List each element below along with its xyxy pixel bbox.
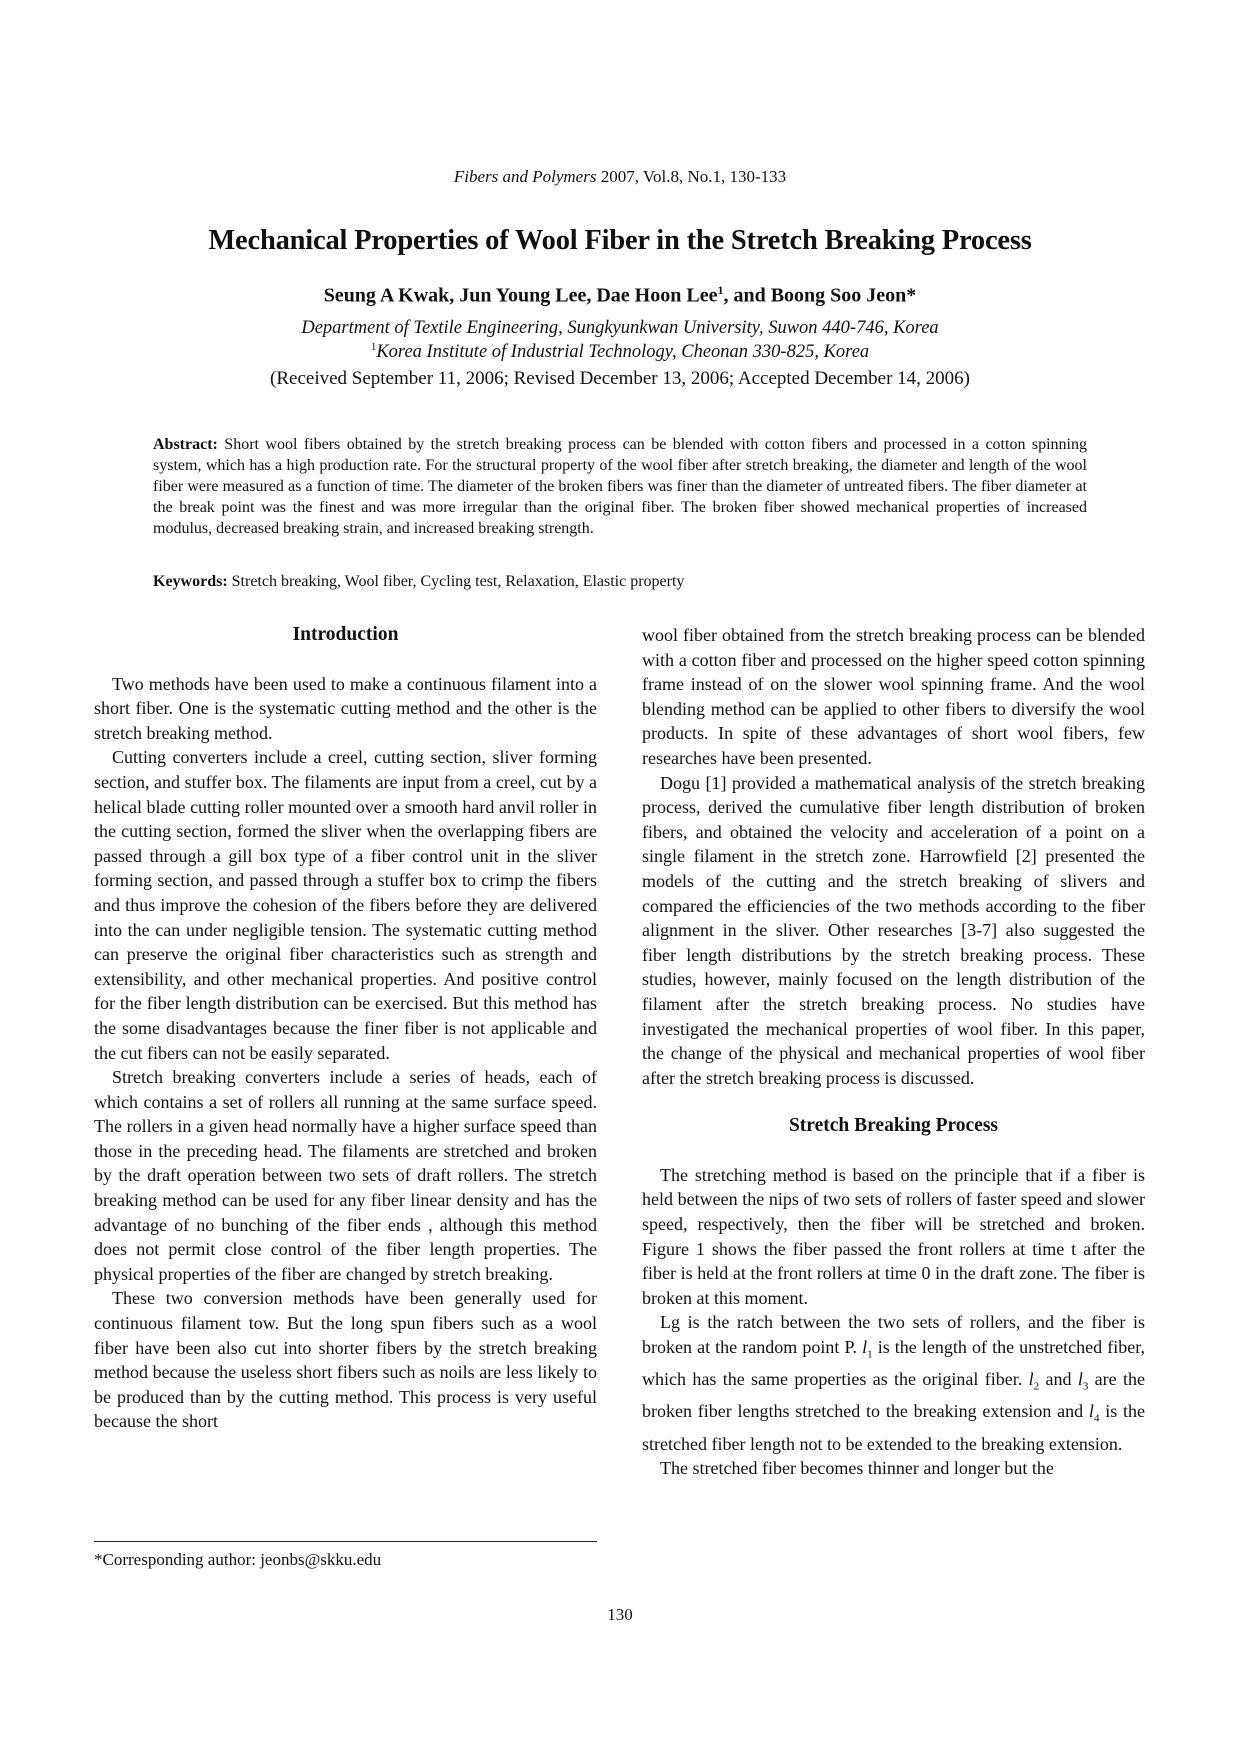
journal-citation (0, 167, 1240, 187)
text-run: are the broken fiber lengths stretched to the breaking extension and (642, 1369, 1146, 1422)
text-run: and (1039, 1369, 1078, 1390)
keywords (153, 571, 1087, 592)
section-heading-stretch-breaking: Stretch Breaking Process (788, 1115, 999, 1137)
page-number: 130 (607, 1605, 633, 1624)
text-run: is the stretched fiber length not to be extended to the breaking extension. (642, 1401, 1145, 1454)
affiliation-secondary-text: Korea Institute of Industrial Technology, Cheonan 330-825, Korea (376, 342, 870, 363)
paragraph: The stretched fiber becomes thinner and longer but the (660, 1458, 1054, 1479)
keywords-text: Stretch breaking, Wool fiber, Cycling test, Relaxation, Elastic property (227, 573, 685, 590)
paragraph: The stretching method is based on the principle that if a fiber is held between the nips of two sets of rollers of faster speed and slower speed, respectively, then the fiber will be stretched and broken. Figure 1 shows the fiber passed the front rollers at time t after the fiber is held at the front rollers at time 0 in the draft zone. The fiber is broken at this moment. (642, 1164, 1145, 1308)
abstract-label: Abstract: (153, 436, 218, 453)
right-column (642, 623, 1145, 1481)
symbol-l: l (1028, 1369, 1034, 1390)
paragraph: wool fiber obtained from the stretch breaking process can be blended with a cotton fiber and processed on the higher speed cotton spinning frame instead of on the slower wool spinning frame. And the wool blending method can be applied to other fibers to diversify the wool products. In spite of these advantages of short wool fibers, few researches have been presented. (642, 625, 1145, 768)
journal-name: Fibers and Polymers (453, 167, 597, 186)
received-dates: (Received September 11, 2006; Revised December 13, 2006; Accepted December 14, 2006) (270, 368, 970, 389)
paragraph-lg (642, 1310, 1145, 1456)
symbol-l: l (1088, 1401, 1094, 1422)
authors-part-2: , and Boong Soo Jeon* (723, 284, 917, 307)
affiliation-secondary (0, 341, 1240, 363)
symbol-l: l (862, 1337, 868, 1358)
abstract-text: Short wool fibers obtained by the stretch breaking process can be blended with cotton fibers and processed in a cotton spinning system, which has a high production rate. For the structural property of the wool fiber after stretch breaking, the diameter and length of the wool fiber were measured as a function of time. The diameter of the broken fibers was finer than the diameter of untreated fibers. The fiber diameter at the break point was the finest and was more irregular than the original fiber. The broken fiber showed mechanical properties of increased modulus, decreased breaking strain, and increased breaking strength. (153, 436, 1087, 537)
symbol-l: l (1077, 1369, 1083, 1390)
journal-details: 2007, Vol.8, No.1, 130-133 (596, 167, 787, 186)
affiliation-primary: Department of Textile Engineering, Sungkyunkwan University, Suwon 440-746, Korea (301, 318, 939, 338)
footnote-rule (94, 1541, 597, 1542)
subscript: 4 (1093, 1413, 1100, 1425)
text-run: Lg is the ratch between the two sets of rollers, and the fiber is broken at the random point P. (642, 1312, 1145, 1358)
text-run: is the length of the unstretched fiber, which has the same properties as the original fiber. (642, 1337, 1145, 1390)
paragraph: Cutting converters include a creel, cutting section, sliver forming section, and stuffer box. The filaments are input from a creel, cut by a helical blade cutting roller mounted over a smooth hard anvil roller in the cutting section, formed the sliver when the overlapping fibers are passed through a gill box type of a fiber control unit in the sliver forming section, and passed through a stuffer box to crimp the fibers and thus improve the cohesion of the fibers before they are delivered into the can under negligible tension. The systematic cutting method can preserve the original fiber characteristics such as strength and extensibility, and other mechanical properties. And positive control for the fiber length distribution can be exercised. But this method has the some disadvantages because the finer fiber is not applicable and the cut fibers can not be easily separated. (94, 747, 597, 1063)
paragraph: These two conversion methods have been generally used for continuous filament tow. But the long spun fibers such as a wool fiber have been also cut into shorter fibers by the stretch breaking method because the useless short fibers such as noils are less likely to be produced than by the cutting method. This process is very useful because the short (94, 1288, 597, 1432)
paper-title: Mechanical Properties of Wool Fiber in the Stretch Breaking Process (208, 225, 1032, 256)
subscript: 2 (1033, 1380, 1040, 1393)
paragraph: Dogu [1] provided a mathematical analysis of the stretch breaking process, derived the cumulative fiber length distribution of broken fibers, and obtained the velocity and acceleration of a point on a single filament in the stretch zone. Harrowfield [2] presented the models of the cutting and the stretch breaking of slivers and compared the efficiencies of the two methods according to the fiber alignment in the sliver. Other researches [3-7] also suggested the fiber length distributions by the stretch breaking process. These studies, however, mainly focused on the length distribution of the filament after the stretch breaking process. No studies have investigated the mechanical properties of wool fiber. In this paper, the change of the physical and mechanical properties of wool fiber after the stretch breaking process is discussed. (642, 772, 1145, 1088)
paragraph: Two methods have been used to make a continuous filament into a short fiber. One is the systematic cutting method and the other is the stretch breaking method. (94, 673, 597, 743)
left-column (94, 623, 597, 1434)
authors-part-1: Seung A Kwak, Jun Young Lee, Dae Hoon Lee (323, 284, 718, 307)
affiliation-mark: 1 (370, 341, 377, 353)
author-list (0, 283, 1240, 308)
author-affiliation-mark: 1 (717, 283, 724, 297)
corresponding-author-footnote: *Corresponding author: jeonbs@skku.edu (94, 1550, 382, 1569)
paragraph: Stretch breaking converters include a series of heads, each of which contains a set of rollers all running at the same surface speed. The rollers in a given head normally have a higher surface speed than those in the preceding head. The filaments are stretched and broken by the draft operation between two sets of draft rollers. The stretch breaking method can be used for any fiber linear density and has the advantage of no bunching of the fiber ends , although this method does not permit close control of the fiber length properties. The physical properties of the fiber are changed by stretch breaking. (94, 1067, 597, 1284)
subscript: 3 (1082, 1380, 1089, 1393)
keywords-label: Keywords: (153, 573, 228, 590)
section-heading-introduction: Introduction (292, 624, 399, 645)
abstract (153, 434, 1087, 539)
subscript: 1 (867, 1348, 873, 1361)
